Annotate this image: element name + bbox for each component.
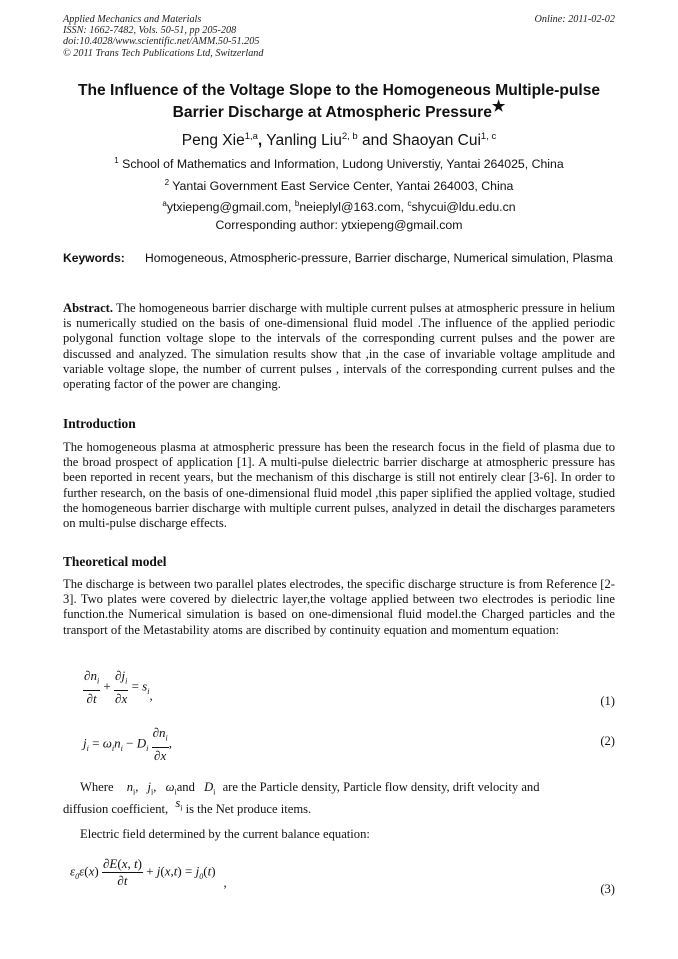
abstract-text: The homogeneous barrier discharge with multiple current pulses at atmospheric pressure in helium is numerically studied on the basis of one-dimensional fluid model .The influence of the applied periodic polygonal function voltage slope to the intervals of the corresponding current pulses and the power are discussed and analyzed. The simulation results show that ,in the case of invariable voltage amplitude and variable voltage slope, the number of current pulses , intervals of the corresponding current pulses and the operating factor of the power are changing. [63,301,615,392]
author-emails [40,196,638,215]
doi-line: doi:10.4028/www.scientific.net/AMM.50-51.205 [63,36,260,48]
journal-name: Applied Mechanics and Materials [63,14,202,25]
author-3-sup: 1, c [480,131,497,142]
author-1: Peng Xie [181,132,245,150]
net-produce-text: is the Net produce items. [185,802,312,816]
affiliation-1-sup: 1 [114,156,119,165]
corresponding-author: Corresponding author: ytxiepeng@gmail.com [215,218,463,232]
electric-field-text: Electric field determined by the current balance equation: [80,827,370,841]
equation-3: $\varepsilon_0\varepsilon(x)$ $\frac{\partial E(x, t)}{\partial t}$ + $j(x,t) = j_0(t)$, [70,856,227,891]
equation-2-number: (2) [600,734,615,748]
where-line: Where $n_i$, $j_i$, $\omega_iand$ $D_i$ are the Particle density, Particle flow density, drift velocity and [80,780,540,797]
paper-title [40,80,638,124]
author-1-sup: 1,a [244,131,258,142]
introduction-heading: Introduction [63,416,136,431]
author-2-sup: 2, b [341,131,358,142]
affiliation-2-sup: 2 [164,178,170,187]
email-a-sup: a [162,199,167,208]
title-line-2 [40,97,638,124]
affiliation-2-text: Yantai Government East Service Center, Yantai 264003, China [169,179,514,194]
issn-line: ISSN: 1662-7482, Vols. 50-51, pp 205-208 [63,25,237,37]
keywords-label: Keywords: [63,251,125,265]
author-list [40,127,638,151]
title-line-2-text: Barrier Discharge at Atmospheric Pressure [172,104,492,121]
affiliation-1-text: School of Mathematics and Information, Ludong Universtiy, Yantai 264025, China [118,157,564,172]
author-3: and Shaoyan Cui [357,132,481,150]
diffusion-text: diffusion coefficient, [63,802,169,816]
theory-heading: Theoretical model [63,554,167,569]
where-line-2: diffusion coefficient, $s_i$ is the Net produce items. [63,796,312,816]
introduction-text: The homogeneous plasma at atmospheric pressure has been the research focus in the field of plasma due to the broad prospect of application [1]. A multi-pulse dielectric barrier discharge at atmospheric pressure has been reported in recent years, but the mechanism of this discharge is still not entirely clear [3-6]. In order to further research, on the basis of one-dimensional fluid model ,this paper siplified the applied voltage, studied the homogeneous barrier discharge with multiple current pulses, analyzed in detail the discharges parameters on multi-pulse discharge effects. [63,440,615,531]
online-date: Online: 2011-02-02 [534,14,615,25]
email-c: shycui@ldu.edu.cn [411,200,516,215]
equation-2: $j_i = \omega_in_i - D_i$ $\frac{\partial n_i}{\partial x}$ , [83,725,172,763]
equation-1-number: (1) [600,694,615,708]
journal-header [63,14,615,59]
email-a: ytxiepeng@gmail.com, [166,200,295,215]
author-separator: , [257,132,263,150]
affiliation-2 [40,175,638,194]
abstract [63,301,615,392]
email-c-sup: c [407,199,412,208]
email-b: neieplyl@163.com, [299,200,408,215]
title-line-1: The Influence of the Voltage Slope to the Homogeneous Multiple-pulse [77,82,601,99]
abstract-label: Abstract. [63,301,114,315]
author-2: Yanling Liu [262,132,342,150]
keywords-section [63,251,615,267]
affiliation-1 [40,153,638,172]
email-b-sup: b [294,199,300,208]
equation-3-number: (3) [600,882,615,896]
equation-1: $\frac{\partial n_i}{\partial t}$ + $\frac{\partial j_i}{\partial x}$ = $s_i$, [84,668,153,706]
keywords-text: Homogeneous, Atmospheric-pressure, Barrier discharge, Numerical simulation, Plasma [145,251,613,265]
copyright-line: © 2011 Trans Tech Publications Ltd, Switzerland [63,47,264,59]
theory-text: The discharge is between two parallel plates electrodes, the specific discharge structure is from Reference [2-3]. Two plates were covered by dielectric layer,the voltage applied between two electrodes is periodic line function.the Numerical simulation is based on one-dimensional fluid model.the Charged particles and the transport of the Metastability atoms are discribed by continuity equation and momentum equation: [63,577,615,637]
where-description: are the Particle density, Particle flow density, drift velocity and [222,780,540,794]
title-star: ★ [491,97,506,115]
where-label: Where [80,780,114,794]
